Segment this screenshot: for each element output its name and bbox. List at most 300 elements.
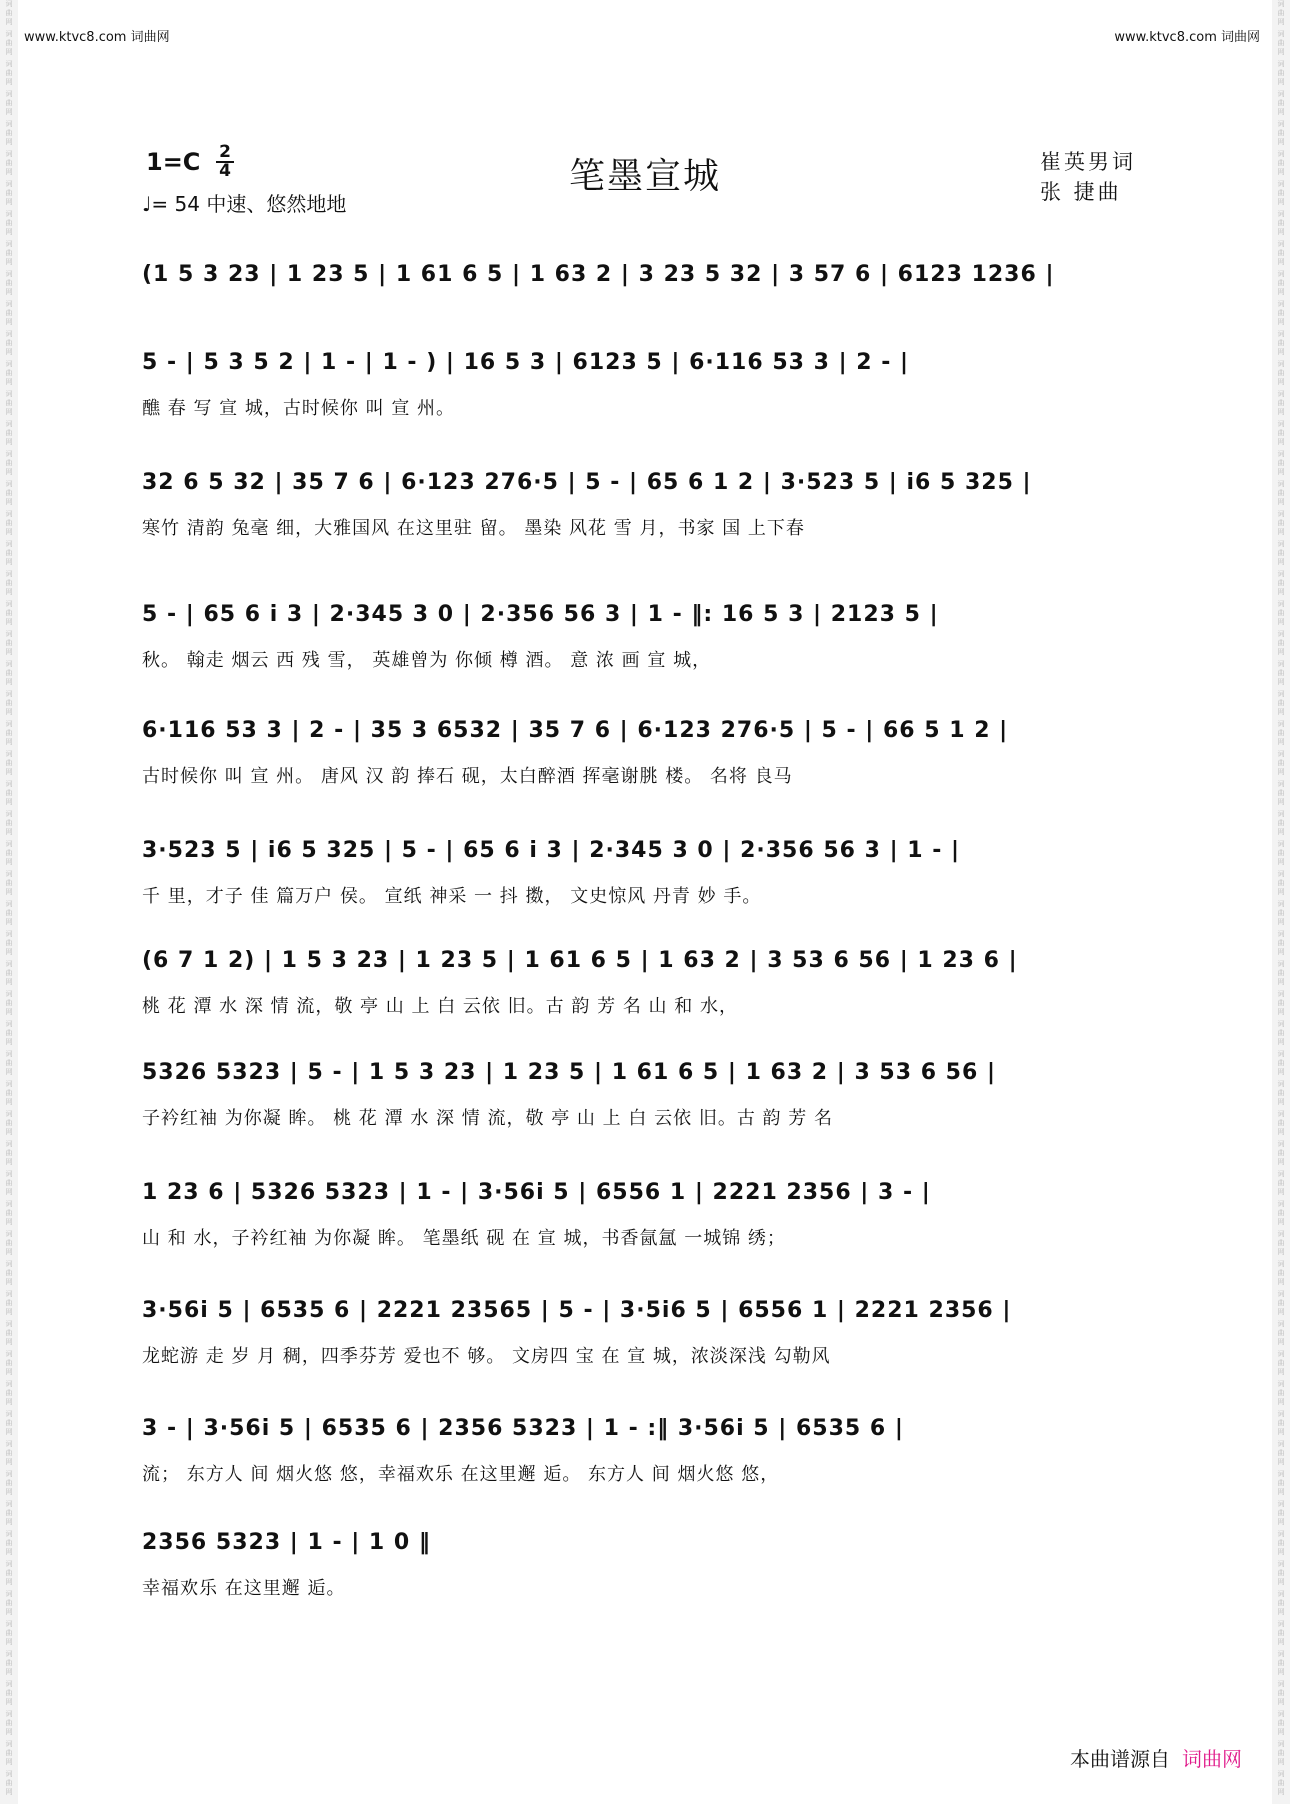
watermark-char: 曲 [1277,1659,1285,1667]
watermark-char: 曲 [5,1389,13,1397]
notation-line: 3·523 5 | i6 5 325 | 5 - | 65 6 i 3 | 2·345 3 0 | 2·356 56 3 | 1 - | [142,838,961,863]
watermark-char: 词 [1277,480,1285,488]
watermark-char: 词 [5,330,13,338]
watermark-char: 网 [5,1278,13,1286]
watermark-char: 词 [1277,930,1285,938]
notation-line: 5 - | 5 3 5 2 | 1 - | 1 - ) | 16 5 3 | 6123 5 | 6·116 53 3 | 2 - | [142,350,910,375]
watermark-char: 词 [5,720,13,728]
watermark-char: 网 [5,1068,13,1076]
watermark-char: 网 [1277,318,1285,326]
left-watermark-strip [0,0,18,1804]
lyrics-line: 山 和 水，子衿红袖 为你凝 眸。 笔墨纸 砚 在 宣 城，书香氤氲 一城锦 绣； [142,1228,786,1249]
watermark-char: 网 [1277,198,1285,206]
watermark-char: 网 [5,1398,13,1406]
watermark-char: 网 [1277,708,1285,716]
watermark-char: 词 [5,1650,13,1658]
lyrics-line: 幸福欢乐 在这里邂 逅。 [142,1578,346,1599]
watermark-char: 词 [1277,1680,1285,1688]
watermark-char: 词 [5,1380,13,1388]
lyrics-line: 龙蛇游 走 岁 月 稠，四季芬芳 爱也不 够。 文房四 宝 在 宣 城，浓淡深浅 勾勒风 [142,1346,831,1367]
watermark-char: 曲 [5,219,13,227]
watermark-char: 曲 [1277,969,1285,977]
watermark-char: 网 [5,348,13,356]
watermark-char: 词 [1277,30,1285,38]
watermark-char: 网 [5,1638,13,1646]
watermark-char: 曲 [1277,249,1285,257]
watermark-char: 曲 [5,759,13,767]
notation-line: 6·116 53 3 | 2 - | 35 3 6532 | 35 7 6 | 6·123 276·5 | 5 - | 66 5 1 2 | [142,718,1009,743]
watermark-char: 网 [1277,588,1285,596]
watermark-char: 网 [1277,18,1285,26]
watermark-char: 曲 [1277,309,1285,317]
watermark-char: 网 [1277,978,1285,986]
watermark-char: 网 [1277,828,1285,836]
watermark-char: 曲 [5,99,13,107]
watermark-char: 网 [1277,48,1285,56]
watermark-char: 网 [5,1728,13,1736]
watermark-char: 词 [1277,120,1285,128]
watermark-char: 曲 [1277,339,1285,347]
watermark-char: 网 [1277,1578,1285,1586]
watermark-char: 词 [5,390,13,398]
watermark-char: 曲 [5,669,13,677]
watermark-char: 曲 [5,159,13,167]
watermark-char: 词 [5,810,13,818]
watermark-char: 网 [5,678,13,686]
watermark-char: 曲 [5,849,13,857]
watermark-char: 词 [5,300,13,308]
watermark-char: 网 [5,558,13,566]
watermark-char: 网 [5,528,13,536]
watermark-char: 曲 [5,999,13,1007]
watermark-char: 词 [5,1080,13,1088]
watermark-char: 词 [5,1740,13,1748]
watermark-char: 网 [1277,1728,1285,1736]
watermark-char: 词 [5,1500,13,1508]
watermark-char: 曲 [5,1749,13,1757]
watermark-char: 网 [1277,228,1285,236]
watermark-char: 曲 [1277,669,1285,677]
watermark-char: 网 [5,888,13,896]
watermark-char: 词 [1277,150,1285,158]
watermark-char: 曲 [1277,219,1285,227]
watermark-char: 词 [1277,1650,1285,1658]
watermark-char: 网 [1277,1308,1285,1316]
watermark-char: 词 [5,360,13,368]
watermark-char: 网 [1277,1038,1285,1046]
watermark-char: 词 [1277,1440,1285,1448]
watermark-char: 词 [5,0,13,8]
watermark-char: 曲 [5,549,13,557]
watermark-char: 网 [5,1428,13,1436]
watermark-char: 网 [1277,798,1285,806]
watermark-char: 曲 [1277,1179,1285,1187]
watermark-char: 网 [5,828,13,836]
watermark-char: 词 [1277,1170,1285,1178]
lyrics-line: 子衿红袖 为你凝 眸。 桃 花 潭 水 深 情 流，敬 亭 山 上 白 云依 旧。古 韵 芳 名 [142,1108,833,1129]
composer-credit: 张 捷曲 [1040,180,1122,204]
watermark-char: 词 [1277,1710,1285,1718]
watermark-char: 词 [1277,180,1285,188]
watermark-char: 曲 [1277,489,1285,497]
watermark-char: 词 [1277,1050,1285,1058]
watermark-char: 曲 [1277,579,1285,587]
watermark-char: 词 [1277,1560,1285,1568]
watermark-char: 曲 [1277,819,1285,827]
watermark-char: 词 [5,180,13,188]
watermark-char: 词 [5,1470,13,1478]
watermark-char: 词 [5,1260,13,1268]
watermark-char: 曲 [5,1629,13,1637]
watermark-char: 词 [1277,540,1285,548]
watermark-char: 曲 [5,909,13,917]
watermark-char: 词 [1277,450,1285,458]
watermark-char: 网 [1277,108,1285,116]
watermark-char: 曲 [5,1269,13,1277]
watermark-char: 网 [5,438,13,446]
watermark-char: 网 [5,1608,13,1616]
watermark-char: 曲 [1277,1239,1285,1247]
watermark-char: 网 [1277,1368,1285,1376]
watermark-char: 网 [5,798,13,806]
watermark-char: 曲 [5,1179,13,1187]
watermark-char: 词 [5,60,13,68]
watermark-char: 网 [1277,528,1285,536]
watermark-char: 网 [5,498,13,506]
watermark-char: 网 [1277,618,1285,626]
watermark-char: 词 [5,900,13,908]
watermark-char: 曲 [1277,1719,1285,1727]
watermark-char: 曲 [1277,1749,1285,1757]
watermark-char: 词 [5,1230,13,1238]
watermark-char: 网 [5,468,13,476]
watermark-char: 词 [1277,990,1285,998]
watermark-char: 词 [5,690,13,698]
watermark-char: 曲 [5,309,13,317]
watermark-char: 网 [5,1008,13,1016]
watermark-char: 曲 [1277,39,1285,47]
watermark-char: 曲 [1277,1479,1285,1487]
watermark-char: 曲 [5,1659,13,1667]
watermark-char: 词 [1277,660,1285,668]
watermark-char: 词 [1277,1530,1285,1538]
watermark-char: 网 [1277,438,1285,446]
watermark-char: 曲 [1277,789,1285,797]
watermark-char: 曲 [1277,1089,1285,1097]
watermark-char: 曲 [5,1419,13,1427]
source-site-link[interactable]: 词曲网 [1182,1747,1242,1771]
watermark-char: 词 [5,750,13,758]
watermark-char: 曲 [1277,429,1285,437]
watermark-char: 曲 [5,429,13,437]
watermark-char: 词 [1277,1260,1285,1268]
watermark-char: 网 [1277,1068,1285,1076]
watermark-char: 词 [5,210,13,218]
watermark-char: 词 [5,540,13,548]
watermark-char: 网 [1277,1218,1285,1226]
watermark-char: 网 [1277,468,1285,476]
watermark-char: 曲 [5,609,13,617]
watermark-char: 网 [1277,678,1285,686]
source-attribution [1070,1743,1242,1772]
watermark-char: 词 [1277,1200,1285,1208]
watermark-char: 曲 [1277,1419,1285,1427]
watermark-char: 曲 [1277,99,1285,107]
watermark-char: 词 [1277,390,1285,398]
watermark-char: 网 [5,228,13,236]
site-url-right: www.ktvc8.com 词曲网 [1114,30,1260,45]
watermark-char: 曲 [5,1149,13,1157]
watermark-char: 词 [5,1680,13,1688]
watermark-char: 曲 [1277,609,1285,617]
watermark-char: 网 [1277,408,1285,416]
watermark-char: 曲 [1277,369,1285,377]
watermark-char: 词 [5,30,13,38]
watermark-char: 网 [5,1338,13,1346]
watermark-char: 词 [5,1350,13,1358]
lyrics-line: 千 里，才子 佳 篇万户 侯。 宣纸 神采 一 抖 擞， 文史惊风 丹青 妙 手。 [142,886,762,907]
watermark-char: 网 [5,1668,13,1676]
watermark-char: 曲 [1277,549,1285,557]
watermark-char: 曲 [1277,1599,1285,1607]
watermark-char: 网 [5,1308,13,1316]
key-signature: 1=C [146,148,201,176]
watermark-char: 词 [1277,210,1285,218]
watermark-char: 网 [5,1518,13,1526]
watermark-char: 词 [5,870,13,878]
watermark-char: 曲 [5,1029,13,1037]
watermark-char: 网 [1277,78,1285,86]
site-url-left: www.ktvc8.com 词曲网 [24,30,170,45]
watermark-char: 词 [5,1620,13,1628]
watermark-char: 网 [5,48,13,56]
watermark-char: 词 [5,960,13,968]
watermark-char: 词 [1277,270,1285,278]
watermark-char: 网 [5,138,13,146]
lyrics-line: 古时候你 叫 宣 州。 唐风 汉 韵 捧石 砚，太白醉酒 挥毫谢朓 楼。 名将 良马 [142,766,793,787]
watermark-char: 词 [5,1560,13,1568]
watermark-char: 曲 [1277,159,1285,167]
watermark-char: 曲 [1277,519,1285,527]
watermark-char: 曲 [5,1449,13,1457]
watermark-char: 词 [5,1530,13,1538]
lyrics-line: 流； 东方人 间 烟火悠 悠，幸福欢乐 在这里邂 逅。 东方人 间 烟火悠 悠， [142,1464,780,1485]
watermark-char: 网 [5,1158,13,1166]
watermark-char: 曲 [1277,879,1285,887]
watermark-char: 曲 [1277,849,1285,857]
watermark-char: 词 [5,240,13,248]
watermark-char: 曲 [5,369,13,377]
watermark-char: 词 [5,480,13,488]
watermark-char: 曲 [5,1329,13,1337]
watermark-char: 网 [1277,1428,1285,1436]
watermark-char: 网 [1277,1398,1285,1406]
watermark-char: 网 [5,378,13,386]
watermark-char: 曲 [1277,1209,1285,1217]
watermark-char: 曲 [1277,9,1285,17]
watermark-char: 词 [1277,1290,1285,1298]
watermark-char: 词 [1277,1740,1285,1748]
watermark-char: 词 [1277,510,1285,518]
watermark-char: 网 [1277,948,1285,956]
watermark-char: 网 [1277,558,1285,566]
watermark-char: 词 [5,1050,13,1058]
watermark-char: 曲 [5,1359,13,1367]
watermark-char: 词 [1277,420,1285,428]
watermark-char: 曲 [1277,1569,1285,1577]
watermark-char: 网 [1277,1638,1285,1646]
watermark-char: 网 [5,1578,13,1586]
lyrics-line: 寒竹 清韵 兔毫 细，大雅国风 在这里驻 留。 墨染 风花 雪 月，书家 国 上下春 [142,518,805,539]
watermark-char: 词 [1277,240,1285,248]
watermark-char: 网 [1277,1008,1285,1016]
watermark-char: 曲 [5,1059,13,1067]
notation-line: (1 5 3 23 | 1 23 5 | 1 61 6 5 | 1 63 2 | 3 23 5 32 | 3 57 6 | 6123 1236 | [142,262,1055,287]
watermark-char: 词 [1277,1110,1285,1118]
watermark-char: 网 [5,858,13,866]
watermark-char: 词 [1277,1620,1285,1628]
watermark-char: 词 [5,930,13,938]
watermark-char: 网 [1277,498,1285,506]
tempo-marking: ♩= 54 中速、悠然地地 [142,192,347,216]
watermark-char: 网 [5,1218,13,1226]
watermark-char: 词 [5,840,13,848]
watermark-char: 网 [1277,1098,1285,1106]
watermark-char: 曲 [5,69,13,77]
watermark-char: 词 [1277,600,1285,608]
watermark-char: 网 [5,198,13,206]
watermark-char: 词 [1277,720,1285,728]
watermark-char: 词 [1277,0,1285,8]
watermark-char: 词 [5,420,13,428]
notation-line: 3 - | 3·56i 5 | 6535 6 | 2356 5323 | 1 - :‖ 3·56i 5 | 6535 6 | [142,1416,904,1441]
watermark-char: 曲 [5,1509,13,1517]
watermark-char: 曲 [1277,69,1285,77]
lyrics-line: 秋。 翰走 烟云 西 残 雪， 英雄曾为 你倾 樽 酒。 意 浓 画 宣 城， [142,650,712,671]
watermark-char: 曲 [5,279,13,287]
watermark-char: 词 [5,630,13,638]
watermark-char: 词 [5,450,13,458]
notation-line: 5326 5323 | 5 - | 1 5 3 23 | 1 23 5 | 1 61 6 5 | 1 63 2 | 3 53 6 56 | [142,1060,996,1085]
watermark-char: 词 [5,1590,13,1598]
watermark-char: 词 [1277,60,1285,68]
watermark-char: 网 [5,708,13,716]
watermark-char: 曲 [5,729,13,737]
watermark-char: 曲 [1277,1119,1285,1127]
right-watermark-strip [1272,0,1290,1804]
watermark-char: 曲 [1277,189,1285,197]
watermark-char: 网 [1277,348,1285,356]
watermark-char: 曲 [5,1539,13,1547]
watermark-char: 网 [1277,1788,1285,1796]
watermark-char: 曲 [5,519,13,527]
watermark-char: 曲 [5,1479,13,1487]
watermark-char: 词 [5,1020,13,1028]
watermark-char: 网 [5,1248,13,1256]
watermark-char: 曲 [1277,1149,1285,1157]
watermark-char: 曲 [1277,1629,1285,1637]
watermark-char: 曲 [5,249,13,257]
watermark-char: 网 [5,78,13,86]
watermark-char: 词 [5,1410,13,1418]
watermark-char: 词 [1277,1410,1285,1418]
watermark-char: 网 [1277,888,1285,896]
watermark-char: 曲 [1277,1509,1285,1517]
watermark-char: 词 [1277,90,1285,98]
watermark-char: 曲 [1277,129,1285,137]
watermark-char: 词 [1277,300,1285,308]
watermark-char: 词 [1277,1230,1285,1238]
watermark-char: 曲 [5,1089,13,1097]
watermark-char: 网 [5,738,13,746]
watermark-char: 词 [1277,810,1285,818]
watermark-char: 网 [1277,288,1285,296]
watermark-char: 词 [5,1290,13,1298]
watermark-char: 网 [5,1458,13,1466]
watermark-char: 曲 [5,1599,13,1607]
watermark-char: 词 [5,1110,13,1118]
watermark-char: 网 [1277,768,1285,776]
watermark-char: 网 [5,1488,13,1496]
watermark-char: 曲 [5,459,13,467]
watermark-char: 词 [5,1770,13,1778]
watermark-char: 曲 [5,579,13,587]
watermark-char: 曲 [5,39,13,47]
watermark-char: 词 [1277,1020,1285,1028]
watermark-char: 网 [1277,1338,1285,1346]
watermark-char: 曲 [1277,1689,1285,1697]
watermark-char: 词 [5,1140,13,1148]
watermark-char: 网 [5,768,13,776]
watermark-char: 网 [5,978,13,986]
watermark-char: 曲 [5,1719,13,1727]
watermark-char: 曲 [5,789,13,797]
watermark-char: 曲 [5,1779,13,1787]
watermark-char: 曲 [1277,1359,1285,1367]
watermark-char: 词 [1277,1080,1285,1088]
watermark-char: 网 [5,1098,13,1106]
watermark-char: 词 [5,1440,13,1448]
watermark-char: 网 [5,918,13,926]
watermark-char: 词 [1277,840,1285,848]
watermark-char: 网 [5,168,13,176]
watermark-char: 词 [1277,750,1285,758]
watermark-char: 网 [1277,1188,1285,1196]
meter-bottom: 4 [219,161,231,181]
watermark-char: 曲 [5,489,13,497]
watermark-char: 曲 [5,819,13,827]
watermark-char: 词 [1277,1500,1285,1508]
watermark-char: 曲 [5,1239,13,1247]
notation-line: (6 7 1 2) | 1 5 3 23 | 1 23 5 | 1 61 6 5 | 1 63 2 | 3 53 6 56 | 1 23 6 | [142,948,1018,973]
watermark-char: 网 [1277,1518,1285,1526]
watermark-char: 词 [5,990,13,998]
watermark-char: 词 [1277,1380,1285,1388]
song-title: 笔墨宣城 [568,156,721,197]
watermark-char: 网 [5,288,13,296]
watermark-char: 网 [1277,1248,1285,1256]
watermark-char: 词 [1277,1320,1285,1328]
watermark-char: 曲 [5,189,13,197]
notation-line: 1 23 6 | 5326 5323 | 1 - | 3·56i 5 | 6556 1 | 2221 2356 | 3 - | [142,1180,931,1205]
watermark-char: 曲 [5,129,13,137]
watermark-char: 网 [1277,1278,1285,1286]
watermark-char: 词 [1277,360,1285,368]
watermark-char: 曲 [5,639,13,647]
watermark-char: 网 [1277,1158,1285,1166]
source-label: 本曲谱源自 [1070,1747,1170,1771]
watermark-char: 网 [5,258,13,266]
